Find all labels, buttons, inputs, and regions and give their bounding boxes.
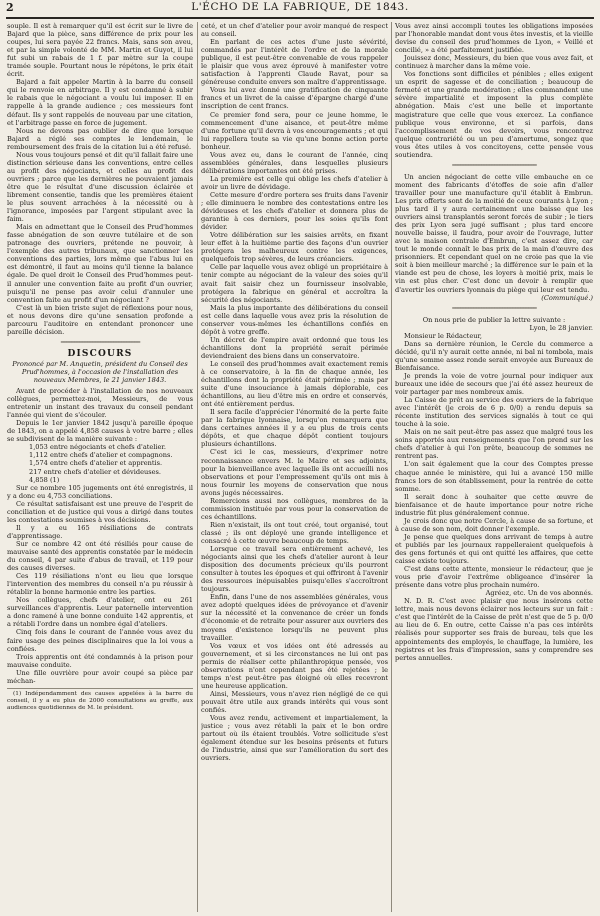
paragraph: Mais en admettant que le Conseil des Prud'hommes fasse abnégation de son œuvre tutélaire et de son patronage des ouvriers, prétende ne pouvoir, à l'exemple des autres tribunaux, que sanctionner les conventions des parties, lors même que l'abus lui en est démontré, il faut au moins qu'il tienne la balance égale. De quel droit le Conseil des Prud'hommes peut-il annuler une convention faite au profit d'un ouvrier, puisqu'il ne pense pas avoir celui d'annuler une convention faite au profit d'un négociant ? <box>7 223 193 304</box>
cause-breakdown-list <box>7 443 193 483</box>
section-separator: ━━━━━━━━━━━━━━━━━━━━━━━━━━━━━━ <box>60 338 140 346</box>
column-left <box>7 22 193 912</box>
list-item: 1,574 entre chefs d'atelier et apprentis. <box>29 459 163 468</box>
paragraph: Nous vous toujours pensé et dit qu'il fallait faire une distinction sérieuse dans les conventions, entre celles au profit des négociants, et celles au profit des ouvriers ; parce que les dernières ne pouvaient jamais être que le résultat d'une discussion éclairée et librement consentie, tandis que les premières étaient le plus souvent arrachées à la nécessité ou à l'ignorance, imposées par l'argent stipulant avec la faim. <box>7 150 193 224</box>
paragraph: Ainsi, Messieurs, vous n'avez rien négligé de ce qui pouvait être utile aux grands intérêts qui vous sont confiés. <box>201 689 388 714</box>
paragraph: C'est ici le cas, messieurs, d'exprimer notre reconnaissance envers M. le Maire et ses adjoints, pour la bienveillance avec laquelle ils ont accueilli nos observations et pour l'empressement qu'ils ont mis à nous fournir les moyens de conservation que nous avons jugés nécessaires. <box>201 448 388 497</box>
page-header <box>6 0 594 19</box>
page-number: 2 <box>6 1 14 14</box>
letter-salutation: Monsieur le Rédacteur, <box>404 331 482 340</box>
paragraph: Ce résultat satisfaisant est une preuve de l'esprit de conciliation et de justice qui vous a dirigé dans toutes les contestations soumises à vos décisions. <box>7 499 193 524</box>
paragraph: Je prends la voie de votre journal pour indiquer aux bureaux une idée de secours que j'ai été assez heureux de voir partager par mes nombreux amis. <box>395 371 593 397</box>
paragraph: Un décret de l'empire avait ordonné que tous les échantillons dont la propriété serait périmée deviendraient des biens dans un conservatoire. <box>201 335 388 360</box>
paragraph: ceté, et un chef d'atelier pour avoir manqué de respect au conseil. <box>201 22 388 39</box>
section-subtitle: Prononcé par M. Anquetin, président du Conseil des Prud'hommes, à l'occasion de l'installation des nouveaux Membres, le 21 janvier 1843. <box>12 359 188 385</box>
list-item: 1,112 entre chefs d'atelier et compagnons. <box>29 451 173 460</box>
column-middle <box>201 22 388 912</box>
paragraph: Sur ce nombre 42 ont été résiliés pour cause de mauvaise santé des apprentis constatée par le médecin du conseil, 4 par suite d'abus de travail, et 119 pour des causes diverses. <box>7 539 193 573</box>
paragraph: Sur ce nombre 105 jugements ont été enregistrés, il y a donc eu 4,753 conciliations. <box>7 483 193 500</box>
paragraph: C'est là un bien triste sujet de réflexions pour nous, et nous devons dire qu'une sensation profonde a parcouru l'auditoire en entendant prononcer une pareille décision. <box>7 303 193 336</box>
paragraph: Il serait donc à souhaiter que cette œuvre de bienfaisance et de haute importance pour notre riche industrie fût plus généralement connue. <box>395 492 593 517</box>
paragraph: Remercions aussi nos collègues, membres de la commission instituée par vous pour la conservation de ces échantillons. <box>201 496 388 521</box>
letter-signoff: Agréez, etc. Un de vos abonnés. <box>485 589 593 598</box>
paragraph: Je pense que quelques dons arrivant de temps à autre et publiés par les journaux rappelleraient quelquefois à des gens fortunés et qui ont quitté les affaires, que cette caisse existe toujours. <box>395 532 593 566</box>
column-right <box>395 22 593 912</box>
paragraph: Un ancien négociant de cette ville embauche en ce moment des fabricants d'étoffes de soie afin d'aller travailler pour une manufacture qu'il établit à Embrun. Les prix offerts sont de la moitié de ceux courants à Lyon ; plus tard il y aura certainement une baisse que les ouvriers ainsi transplantés seront forcés de subir ; le tiers des prix Lyon sera jugé suffisant ; plus tard encore nouvelle baisse, il faudra, pour avoir de l'ouvrage, lutter avec la maison centrale d'Embrun, c'est assez dire, car tout le monde connaît le bas prix de la main d'œuvre des prisonniers. Et cependant quel on ne croie pas que la vie soit à bien meilleur marché ; la différence sur le pain et la viande est peu de chose, les loyers à moitié prix, mais le vin est plus cher. C'est donc un devoir à remplir que d'avertir les ouvriers lyonnais du piège qui leur est tendu. <box>395 172 593 294</box>
paragraph: En parlant de ces actes d'une juste sévérité, commandés par l'intérêt de l'ordre et de la morale publique, il est peut-être convenable de vous rappeler le plaisir que vous avez éprouvé à manifester votre satisfaction à l'apprenti Claude Ravat, pour sa généreuse conduite envers son maître d'apprentissage. <box>201 38 388 87</box>
paragraph: Vous avez ainsi accompli toutes les obligations imposées par l'honorable mandat dont vous êtes investis, et la vieille devise du conseil des prud'hommes de Lyon, « Veillé et concilié, » a été parfaitement justifiée. <box>395 22 593 55</box>
paragraph: Jouissez donc, Messieurs, du bien que vous avez fait, et continuez à marcher dans la même voie. <box>395 54 593 71</box>
paragraph: Cette mesure d'ordre portera ses fruits dans l'avenir ; elle diminuera le nombre des contestations entre les dévideuses et les chefs d'atelier et donnera plus de garantie à ces derniers, pour les soies qu'ils font dévider. <box>201 190 388 232</box>
masthead-title: L'ÉCHO DE LA FABRIQUE, DE 1843. <box>191 1 409 13</box>
paragraph: Depuis le 1er janvier 1842 jusqu'à pareille époque de 1843, on a appelé 4,858 causes à votre barre ; elles se subdivisent de la manière suivante : <box>7 419 193 444</box>
paragraph: Dans sa dernière réunion, le Cercle du commerce a décidé, qu'il n'y aurait cette année, ni bal ni tombola, mais qu'une somme assez ronde serait envoyée aux Bureaux de Bienfaisance. <box>395 339 593 372</box>
list-item: 217 entre chefs d'atelier et dévideuses. <box>29 467 162 476</box>
paragraph: Avant de procéder à l'installation de nos nouveaux collègues, permettez-moi, Messieurs, de vous entretenir un instant des travaux du conseil pendant l'année qui vient de s'écouler. <box>7 387 193 420</box>
paragraph: La Caisse de prêt au service des ouvriers de la fabrique avec l'intérêt (je crois de 6 p. 0/0) a rendu depuis sa récente institution des services signalés à tout ce qui touche à la soie. <box>395 396 593 429</box>
communique-note: (Communiqué.) <box>541 293 593 302</box>
paragraph: Vous lui avez donné une gratification de cinquante francs et un livret de la caisse d'épargne chargé d'une inscription de cent francs. <box>201 86 388 111</box>
paragraph: Nos collègues, chefs d'atelier, ont eu 261 surveillances d'apprentis. Leur paternelle intervention a donc ramené à une bonne conduite 142 apprentis, et a rétabli l'ordre dans un nombre égal d'ateliers. <box>7 596 193 629</box>
section-separator: ━━━━━━━━━━━━━━━━━━━━━━━━━━━━━━━━ <box>452 304 536 312</box>
section-separator: ━━━━━━━━━━━━━━━━━━━━━━━━━━━━━━━━ <box>452 161 536 169</box>
paragraph: Une fille ouvrière pour avoir coupé sa pièce par méchan- <box>7 668 193 685</box>
column-divider <box>197 22 198 912</box>
paragraph: La première est celle qui oblige les chefs d'atelier à avoir un livre de dévidage. <box>201 174 388 191</box>
paragraph: Trois apprentis ont été condamnés à la prison pour mauvaise conduite. <box>7 652 193 669</box>
paragraph: Ce premier fond sera, pour ce jeune homme, le commencement d'une aisance, et peut-être même d'une fortune qu'il devra à vos encouragements ; et qui lui rappellera toute sa vie qu'une bonne action porte bonheur. <box>201 110 388 151</box>
column-divider <box>391 22 392 912</box>
paragraph: Vous avez eu, dans le courant de l'année, cinq assemblées générales, dans lesquelles plusieurs délibérations importantes ont été prises. <box>201 150 388 175</box>
paragraph: souple. Il est à remarquer qu'il est écrit sur le livre de Bajard que la pièce, sans différence de prix pour les coupes, lui sera payée 22 francs. Mais, sans son aveu, et par la simple volonté de MM. Martin et Guyot, il lui fut subi un rabais de 1 f. par mètre sur la coupe tramée souple. Pourtant nous le répétons, le prix était écrit. <box>7 22 193 79</box>
paragraph: Votre délibération sur les saisies arrêts, en fixant leur effet à la huitième partie des façons d'un ouvrier protégera les malheureux contre les exigences, quelquefois trop sévères, de leurs créanciers. <box>201 231 388 264</box>
paragraph: Vous avez rendu, activement et impartialement, la justice ; vous avez rétabli la paix et le bon ordre partout où ils étaient troublés. Votre sollicitude s'est également étendue sur les besoins présents et futurs de l'industrie, ainsi que sur l'amélioration du sort des ouvriers. <box>201 714 388 763</box>
paragraph: Ces 119 résiliations n'ont eu lieu que lorsque l'intervention des membres du conseil n'a pu réussir à rétablir la bonne harmonie entre les parties. <box>7 572 193 597</box>
paragraph: Je crois donc que notre Cercle, à cause de sa fortune, et à cause de son nom, doit donner l'exemple. <box>395 516 593 533</box>
paragraph: Il sera facile d'apprécier l'énormité de la perte faite par la fabrique lyonnaise, lorsqu'on remarquera que dans certaines années il y a eu plus de trois cents dépôts, et que chaque dépôt contient toujours plusieurs échantillons. <box>201 408 388 449</box>
paragraph: Celle par laquelle vous avez obligé un propriétaire à tenir compte au négociant de la valeur des soies qu'il avait fait saisir chez un fournisseur insolvable, protégera la fabrique en général et accroîtra la sécurité des négociants. <box>201 263 388 304</box>
footnote-text: (1) Indépendamment des causes appelées à la barre du conseil, il y a eu plus de 2000 consultations au greffe, aux audiences quotidiennes de M. le président. <box>7 690 193 711</box>
paragraph: C'est dans cette attente, monsieur le rédacteur, que je vous prie d'avoir l'extrême obligeance d'insérer la présente dans votre plus prochain numéro. <box>395 565 593 590</box>
editor-note: N. D. R. C'est avec plaisir que nous insérons cette lettre, mais nous devons éclairer nos lecteurs sur un fait : c'est que l'intérêt de la Caisse de prêt n'est que de 5 p. 0/0 au lieu de 6. En outre, cette Caisse n'a pas ces intérêts réalisés pour supporter ses frais de bureau, tels que les appointements des employés, le chauffage, la lumière, les registres et les frais d'impression, sans y comprendre ses pertes annuelles. <box>395 597 593 662</box>
paragraph: L'on sait également que la cour des Comptes presse chaque année le ministère, qui lui a avancé 150 mille francs lors de son établissement, pour la rentrée de cette somme. <box>395 460 593 493</box>
letter-dateline: Lyon, le 28 janvier. <box>529 323 593 332</box>
paragraph: Cinq fois dans le courant de l'année vous avez du faire usage des peines disciplinaires que la loi vous a confiées. <box>7 628 193 653</box>
paragraph: Mais on ne sait peut-être pas assez que malgré tous les soins apportés aux renseignements que l'on prend sur les chefs d'atelier à qui l'on prête, beaucoup de sommes ne rentrent pas. <box>395 428 593 461</box>
paragraph: Enfin, dans l'une de nos assemblées générales, vous avez adopté quelques idées de prévoyance et d'avenir sur la nécessité et la convenance de créer un fonds d'économie et de retraite pour assurer aux ouvriers des moyens d'existence lorsqu'ils ne peuvent plus travailler. <box>201 593 388 642</box>
paragraph: Rien n'existait, ils ont tout créé, tout organisé, tout classé ; ils ont déployé une grande intelligence et consacré à cette œuvre beaucoup de temps. <box>201 520 388 545</box>
paragraph: Le conseil des prud'hommes avait exactement remis à ce conservatoire, à la fin de chaque année, les échantillons dont la propriété était périmée ; mais par suite d'une insouciance à jamais déplorable, ces échantillons, au lieu d'être mis en ordre et conservés, ont été entièrement perdus. <box>201 359 388 409</box>
list-item: 1,053 entre négociants et chefs d'atelier. <box>29 443 166 452</box>
paragraph: Mais la plus importante des délibérations du conseil est celle dans laquelle vous avez pris la résolution de conserver vous-mêmes les échantillons confiés en dépôt à votre greffe. <box>201 303 388 336</box>
list-total: 4,858 (1) <box>29 475 60 484</box>
paragraph: Vos fonctions sont difficiles et pénibles ; elles exigent un esprit de sagesse et de conciliation ; beaucoup de fermeté et une grande modération ; elles commandent une sévère impartialité et imposent la plus complète abnégation. Mais c'est une belle et importante magistrature que celle que vous exercez. La confiance publique vous environne, et si parfois, dans l'accomplissement de vos devoirs, vous rencontrez quelque contrariété ou un peu d'amertume, songez que vous êtes utiles à vos concitoyens, cette pensée vous soutiendra. <box>395 70 593 159</box>
paragraph: Vos vœux et vos idées ont été adressés au gouvernement, et si les circonstances ne lui ont pas permis de réaliser cette philanthropique pensée, vos observations n'ont cependant pas été rejetées ; le temps n'est peut-être pas éloigné où elles recevront une heureuse application. <box>201 641 388 690</box>
section-title-discours: DISCOURS <box>67 348 133 359</box>
paragraph: Il y a eu 165 résiliations de contrats d'apprentissage. <box>7 523 193 540</box>
paragraph: Lorsque ce travail sera entièrement achevé, les négociants ainsi que les chefs d'atelier auront à leur disposition des documents précieux qu'ils pourront consulter à toutes les époques et qui offriront à l'avenir des ressources inépuisables puisqu'elles s'accroîtront toujours. <box>201 545 388 594</box>
paragraph: Bajard a fait appeler Martin à la barre du conseil qui le renvoie en arbitrage. Il y est condamné à subir le rabais que le négociant a voulu lui imposer. Il en rappelle à la grande audience ; ces messieurs font défaut. Ils y sont rappelés de nouveau par une citation, et l'arbitrage passe en force de jugement. <box>7 78 193 127</box>
letter-intro: On nous prie de publier la lettre suivante : <box>422 315 566 324</box>
footnote <box>7 688 193 712</box>
paragraph: Nous ne devons pas oublier de dire que lorsque Bajard a réglé ses comptes le lendemain, le remboursement des frais de la citation lui a été refusé. <box>7 126 193 151</box>
